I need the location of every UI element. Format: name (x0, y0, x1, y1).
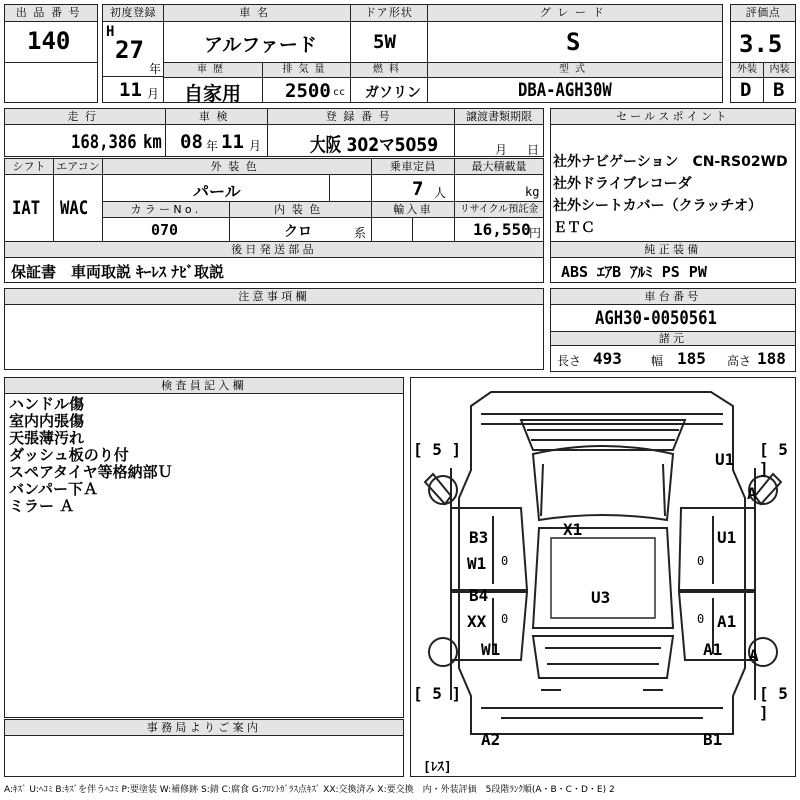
genuine-equipment-label: 純正装備 (550, 241, 796, 258)
history-value: 自家用 (184, 83, 242, 105)
inspector-notes (9, 396, 173, 515)
damage-mark: W1 (481, 640, 501, 659)
int-grade-cell (763, 77, 796, 103)
transfer-deadline-label: 譲渡書類期限 (454, 108, 544, 125)
width-label: 幅 (651, 354, 664, 368)
chassis-value: AGH30-0050561 (595, 307, 717, 329)
first-reg-month: 11 (119, 79, 142, 101)
capacity-value: 7 (412, 178, 424, 200)
ext-color-label: 外装色 (102, 158, 372, 175)
legend: A:ｷｽﾞ U:ﾍｺﾐ B:ｷｽﾞを伴うﾍｺﾐ P:要塗装 W:補修跡 S:錆 C:腐食 G:ﾌﾛﾝﾄｶﾞﾗｽ点ｷｽﾞ XX:交換済み X:要交換 内・外装評価 5段階ﾗﾝｸ順(A・B・C・D・E) 2 (4, 785, 615, 795)
lot-number: 140 (27, 27, 71, 55)
inspection-year: 08 (180, 131, 203, 153)
first-reg-era: H (106, 24, 115, 40)
damage-mark: U1 (717, 528, 737, 547)
office-cell (4, 735, 404, 777)
shift-value: IAT (12, 197, 41, 219)
tire-mark-front-right: [ 5 ] (759, 440, 788, 478)
aircon-value: WAC (60, 197, 89, 219)
int-color-label: 内装色 (229, 201, 372, 218)
grade-cell (427, 21, 723, 63)
damage-mark: X1 (563, 520, 583, 539)
tire-mark-rear-right: [ 5 ] (759, 684, 788, 722)
inspection-month-unit: 月 (249, 139, 262, 153)
car-name-label: 車名 (163, 4, 351, 22)
fuel-label: 燃料 (350, 62, 428, 78)
dimensions-label: 諸元 (550, 331, 796, 346)
score-label: 評価点 (730, 4, 796, 22)
caution-label: 注意事項欄 (4, 288, 544, 305)
inspector-label: 検査員記入欄 (4, 377, 404, 394)
inspector-note: バンパー下Ａ (9, 480, 98, 498)
displacement-unit: cc (333, 87, 346, 98)
history-label: 車歴 (163, 62, 263, 78)
color-no-value: 070 (151, 221, 179, 239)
shift-cell (4, 174, 54, 242)
damage-mark: B1 (703, 730, 723, 749)
sales-point-item: 社外ナビゲーション CN-RS02WD (553, 154, 788, 170)
damage-mark: A2 (481, 730, 501, 749)
damage-mark: A (749, 646, 759, 665)
import-cell-a (371, 217, 413, 242)
damage-mark: U3 (591, 588, 611, 607)
inspector-cell (4, 393, 404, 718)
int-color-cell (229, 217, 372, 242)
mileage-value: 168,386 (71, 131, 137, 153)
tire-mark-front-left: [ 5 ] (413, 440, 462, 459)
aircon-label: エアコン (53, 158, 103, 175)
mileage-label: 走行 (4, 108, 166, 125)
inspector-note: ハンドル傷 (9, 395, 85, 413)
model-label: 型式 (427, 62, 723, 78)
int-grade-value: B (773, 79, 785, 101)
inspection-cell (165, 124, 268, 157)
sales-point-item: 社外ドライブレコーダ (553, 176, 692, 192)
office-label: 事務局よりご案内 (4, 719, 404, 736)
ext-grade-value: D (740, 79, 752, 101)
ext-color-value: パール (193, 182, 241, 201)
recycle-unit: 円 (529, 226, 542, 240)
first-reg-year: 27 (115, 36, 144, 64)
grade-label: グレード (427, 4, 723, 22)
capacity-unit: 人 (434, 186, 447, 200)
later-parts-value: 保証書 車両取説 ｷｰﾚｽ ﾅﾋﾞ取説 (11, 263, 224, 281)
door-value: 5W (373, 31, 396, 53)
displacement-cell (262, 77, 351, 103)
recycle-value: 16,550 (473, 220, 531, 239)
tread-mark: 0 (697, 554, 705, 568)
length-value: 493 (593, 349, 622, 368)
import-cell-b (412, 217, 455, 242)
inspector-note: ミラー Ａ (9, 497, 75, 515)
tread-mark: 0 (501, 554, 509, 568)
genuine-equipment-cell (550, 257, 796, 283)
lot-number-cell (4, 21, 98, 63)
score-cell (730, 21, 796, 63)
model-value: DBA-AGH30W (518, 79, 612, 101)
door-cell (350, 21, 428, 63)
inspector-note: 室内内張傷 (9, 412, 85, 430)
later-parts-cell (4, 257, 544, 283)
chassis-label: 車台番号 (550, 288, 796, 305)
ext-grade-cell (730, 77, 764, 103)
int-color-value: クロ (284, 224, 312, 240)
capacity-cell (371, 174, 455, 202)
tread-mark: 0 (697, 612, 705, 626)
import-label: 輸入車 (371, 201, 455, 218)
damage-mark: B4 (469, 586, 489, 605)
displacement-label: 排気量 (262, 62, 351, 78)
ext-color-extra-cell (329, 174, 372, 202)
damage-mark: XX (467, 612, 487, 631)
dimensions-cell (550, 345, 796, 372)
first-reg-month-cell (102, 76, 164, 103)
score-value: 3.5 (739, 30, 783, 58)
inspector-note: スペアタイヤ等格納部Ｕ (9, 463, 173, 481)
damage-mark: A (747, 484, 757, 503)
damage-mark: A1 (717, 612, 737, 631)
tire-mark-rear-left: [ 5 ] (413, 684, 462, 703)
plate-label: 登録番号 (267, 108, 455, 125)
damage-mark: U1 (715, 450, 735, 469)
spare-tire-mark: [ﾚｽ] (423, 760, 452, 775)
aircon-cell (53, 174, 103, 242)
inspector-note: 天張薄汚れ (9, 429, 85, 447)
history-cell (163, 77, 263, 103)
sales-points-label: セールスポイント (550, 108, 796, 125)
fuel-cell (350, 77, 428, 103)
caution-cell (4, 304, 544, 370)
car-outline (411, 378, 795, 776)
car-name-cell (163, 21, 351, 63)
width-value: 185 (677, 349, 706, 368)
ext-color-cell (102, 174, 330, 202)
height-label: 高さ (727, 354, 752, 368)
transfer-deadline-cell (454, 124, 544, 157)
damage-mark: A1 (703, 640, 723, 659)
length-label: 長さ (557, 354, 582, 368)
first-reg-label: 初度登録 (102, 4, 164, 22)
max-load-cell (454, 174, 544, 202)
mileage-unit: km (143, 131, 162, 153)
lot-label: 出品番号 (4, 4, 98, 22)
lot-blank-cell (4, 62, 98, 103)
plate-cell (267, 124, 455, 157)
first-reg-cell (102, 21, 164, 77)
plate-value: 大阪 302マ5059 (310, 134, 439, 156)
max-load-label: 最大積載量 (454, 158, 544, 175)
grade-value: S (566, 28, 581, 56)
max-load-unit: kg (525, 185, 540, 199)
sales-point-item: ＥＴＣ (553, 220, 595, 236)
inspection-month: 11 (221, 131, 244, 153)
ext-grade-label: 外装 (730, 62, 764, 78)
color-no-cell (102, 217, 230, 242)
door-label: ドア形状 (350, 4, 428, 22)
shift-label: シフト (4, 158, 54, 175)
sales-points-cell (550, 124, 796, 258)
model-cell (427, 77, 723, 103)
inspection-label: 車検 (165, 108, 268, 125)
recycle-label: リサイクル預託金 (454, 201, 544, 218)
height-value: 188 (757, 349, 786, 368)
int-color-suffix: 系 (354, 226, 367, 240)
sales-points-list (553, 151, 788, 239)
color-no-label: カラーNo. (102, 201, 230, 218)
int-grade-label: 内装 (763, 62, 796, 78)
damage-mark: W1 (467, 554, 487, 573)
recycle-cell (454, 217, 544, 242)
inspector-note: ダッシュ板のり付 (9, 446, 129, 464)
fuel-value: ガソリン (365, 85, 421, 101)
chassis-cell (550, 304, 796, 332)
sales-point-item: 社外シートカバー（クラッチオ） (553, 198, 763, 214)
mileage-cell (4, 124, 166, 157)
first-reg-month-unit: 月 (147, 87, 160, 101)
tread-mark: 0 (501, 612, 509, 626)
capacity-label: 乗車定員 (371, 158, 455, 175)
car-name: アルファード (204, 34, 317, 56)
first-reg-year-unit: 年 (149, 62, 162, 76)
transfer-month-unit: 月 (495, 143, 508, 157)
genuine-equipment-value: ABS ｴｱB ｱﾙﾐ PS PW (561, 263, 707, 281)
displacement-value: 2500 (285, 80, 331, 102)
damage-diagram (410, 377, 796, 777)
damage-mark: B3 (469, 528, 489, 547)
transfer-day-unit: 日 (527, 143, 540, 157)
inspection-year-unit: 年 (206, 139, 219, 153)
later-parts-label: 後日発送部品 (4, 241, 544, 258)
